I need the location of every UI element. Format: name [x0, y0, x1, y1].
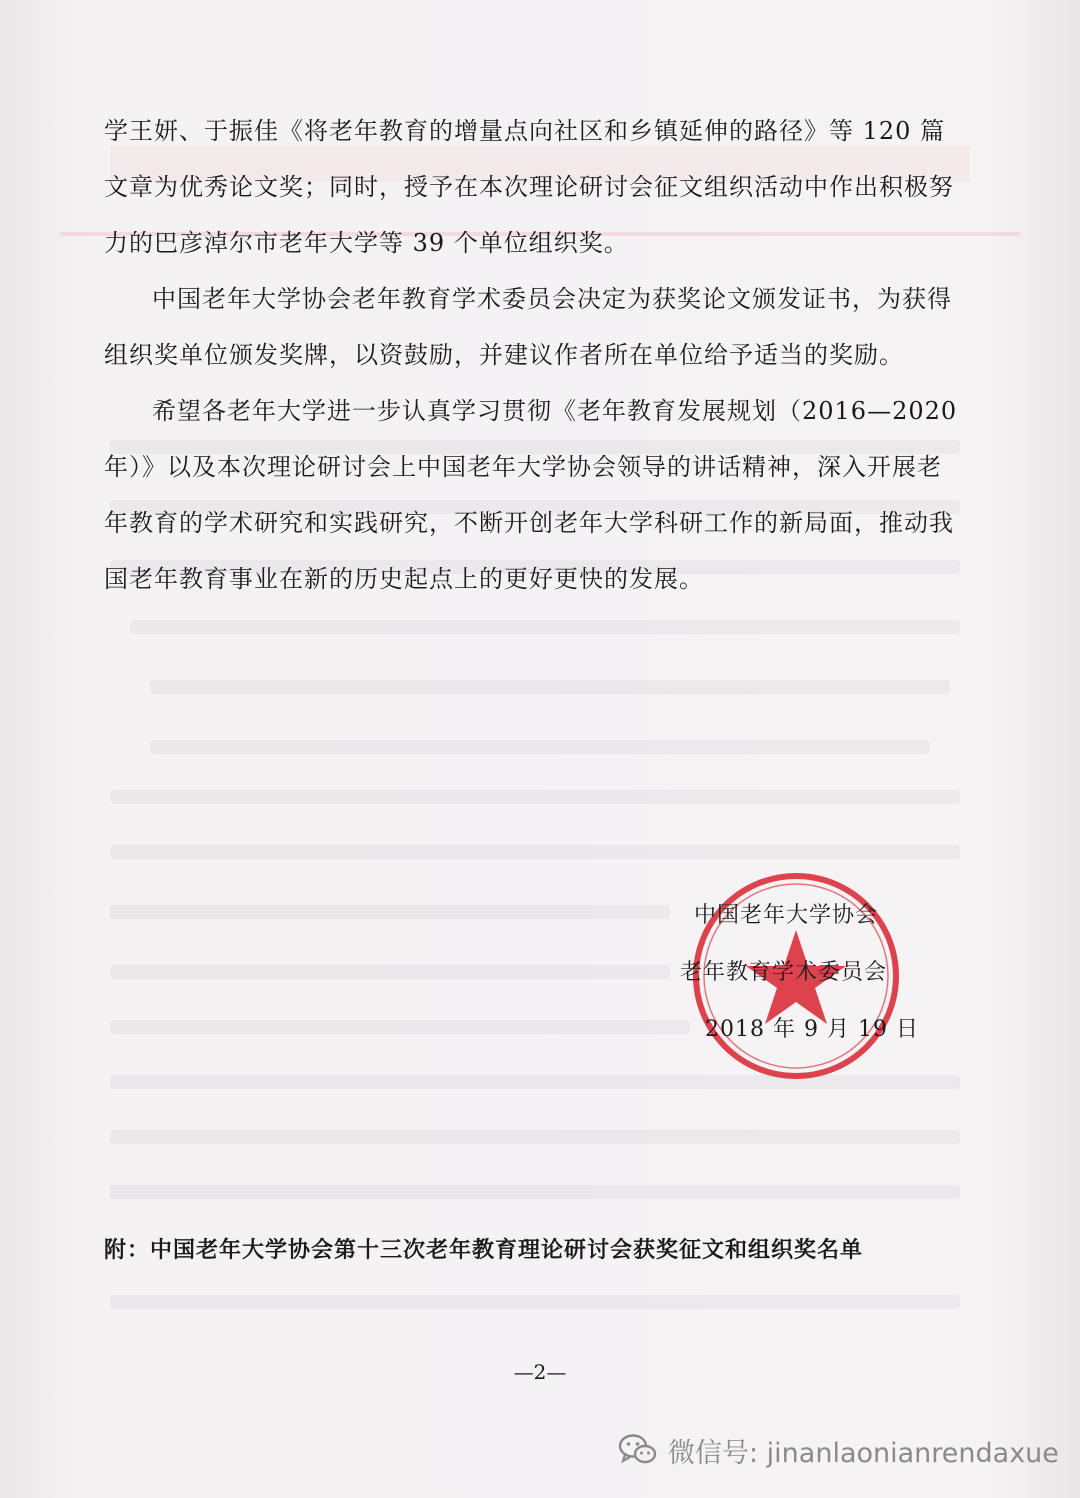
watermark-text: 微信号: jinanlaonianrendaxue: [668, 1437, 1059, 1469]
signature-organization: 中国老年大学协会: [694, 903, 879, 928]
signature-committee: 老年教育学术委员会: [680, 960, 888, 985]
paragraph-certificates: 中国老年大学协会老年教育学术委员会决定为获奖论文颁发证书，为获得组织奖单位颁发奖牌，以资鼓励，并建议作者所在单位给予适当的奖励。: [104, 285, 952, 369]
page-number: —2—: [513, 1360, 567, 1384]
wechat-watermark: [618, 1430, 1059, 1470]
paragraph-closing-hope: 希望各老年大学进一步认真学习贯彻《老年教育发展规划（2016—2020 年）》以及本次理论研讨会上中国老年大学协会领导的讲话精神，深入开展老年教育的学术研究和实践研究，不断开创老年大学科研工作的新局面，推动我国老年教育事业在新的历史起点上的更好更快的发展。: [104, 397, 958, 593]
attachment-note: 附：中国老年大学协会第十三次老年教育理论研讨会获奖征文和组织奖名单: [104, 1237, 864, 1263]
signature-date: 2018 年 9 月 19 日: [705, 1017, 919, 1042]
wechat-icon: [618, 1433, 658, 1467]
paragraph-award-list: 学王妍、于振佳《将老年教育的增量点向社区和乡镇延伸的路径》等 120 篇文章为优秀论文奖；同时，授予在本次理论研讨会征文组织活动中作出积极努力的巴彦淖尔市老年大学等 39 个单位组织奖。: [104, 117, 954, 257]
